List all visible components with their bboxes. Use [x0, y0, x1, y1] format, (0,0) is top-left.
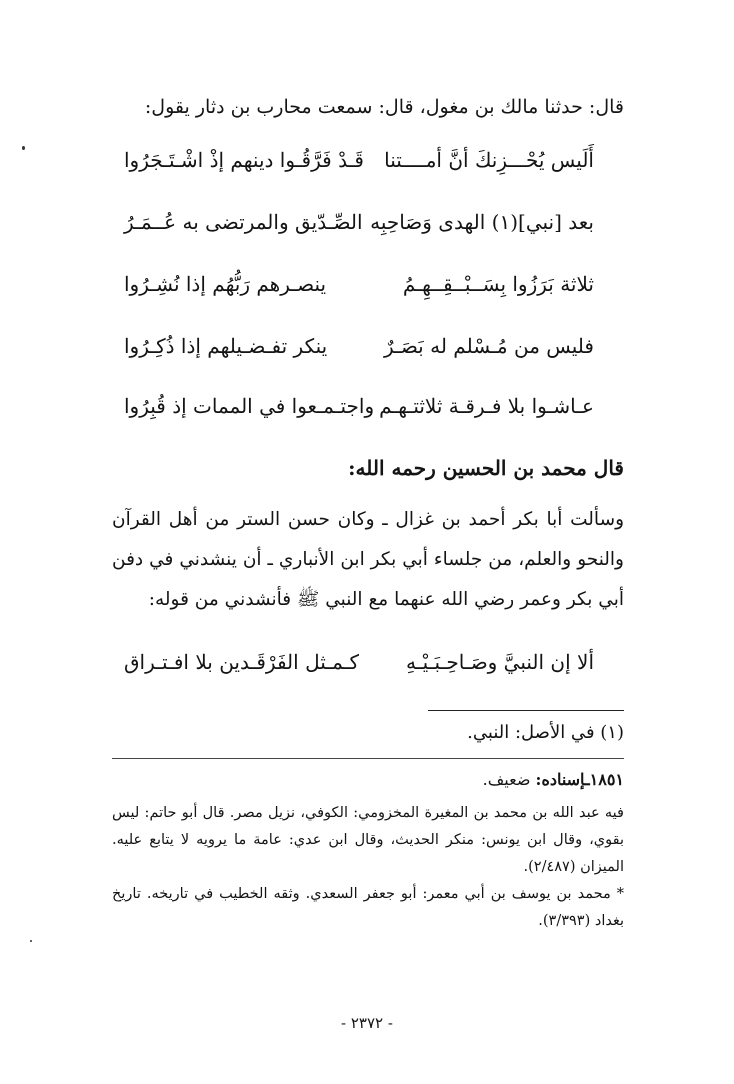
verse-second-hemistich: الصِّـدّيق والمرتضى به عُــمَـرُ	[124, 210, 363, 234]
reference-label: إسناده:	[535, 770, 585, 789]
verse-first-hemistich: ثلاثة بَرَزُوا بِسَــبْــقِــهِـمُ	[402, 272, 594, 296]
verse-second-hemistich: واجتـمـعوا في الممات إذ قُبِرُوا	[124, 394, 375, 418]
reference-grade: ضعيف.	[482, 770, 531, 789]
reference-heading	[483, 770, 624, 789]
scan-speck	[30, 940, 32, 942]
verse-second-hemistich: قَـدْ فَرَّقُـوا دينهم إذْ اشْـتَـجَرُوا	[124, 148, 364, 172]
verse	[124, 148, 594, 184]
verse	[124, 210, 594, 246]
page-number: - ٢٣٧٢ -	[341, 1014, 393, 1032]
reference-note: فيه عبد الله بن محمد بن المغيرة المخزومي: الكوفي، نزيل مصر. قال أبو حاتم: ليس بقوي، وقال ابن يونس: منكر الحديث، وقال ابن عدي: عامة ما يرويه لا يتابع عليه. الميزان (٢/٤٨٧).	[112, 805, 624, 875]
verse-first-hemistich: بعد [نبي](١) الهدى وَصَاحِبِه	[370, 210, 594, 234]
scan-speck	[22, 146, 25, 150]
prose-paragraph: وسألت أبا بكر أحمد بن غزال ـ وكان حسن الستر من أهل القرآن والنحو والعلم، من جلساء أبي بكر ابن الأنباري ـ أن ينشدني في دفن أبي بكر وعمر رضي الله عنهما مع النبي ﷺ فأنشدني من قوله:	[112, 509, 624, 610]
verse	[124, 394, 594, 430]
section-heading: قال محمد بن الحسين رحمه الله:	[348, 456, 624, 480]
reference-note: * محمد بن يوسف بن أبي معمر: أبو جعفر السعدي. وثقه الخطيب في تاريخه. تاريخ بغداد (٣/٣٩٣).	[112, 886, 624, 929]
verse-second-hemistich: ينصـرهم رَبُّهُم إذا نُشِـرُوا	[124, 272, 327, 296]
verse-second-hemistich: كـمـثل الفَرْقَـدين بلا افـتـراق	[124, 650, 360, 674]
reference-number: ١٨٥١ـ	[584, 770, 624, 789]
footnote-divider	[428, 710, 624, 711]
verse-first-hemistich: ألا إن النبيَّ وصَـاحِـبَـيْـهِ	[406, 650, 594, 674]
verse-second-hemistich: ينكر تفـضـيلهم إذا ذُكِـرُوا	[124, 334, 328, 358]
intro-line: قال: حدثنا مالك بن مغول، قال: سمعت محارب بن دثار يقول:	[144, 96, 624, 118]
verse	[124, 334, 594, 370]
verse-first-hemistich: عـاشـوا بلا فـرقـة ثلاثتـهـم	[379, 394, 594, 418]
verse	[124, 272, 594, 308]
verse-first-hemistich: فليس من مُـسْلم له بَصَـرٌ	[383, 334, 594, 358]
reference-divider	[112, 758, 624, 759]
verse-first-hemistich: أَلَيس يُحْـــزِنكَ أنَّ أمــــتنا	[384, 148, 594, 172]
footnote: (١) في الأصل: النبي.	[467, 722, 624, 743]
verse	[124, 650, 594, 686]
reference-notes	[112, 800, 624, 935]
